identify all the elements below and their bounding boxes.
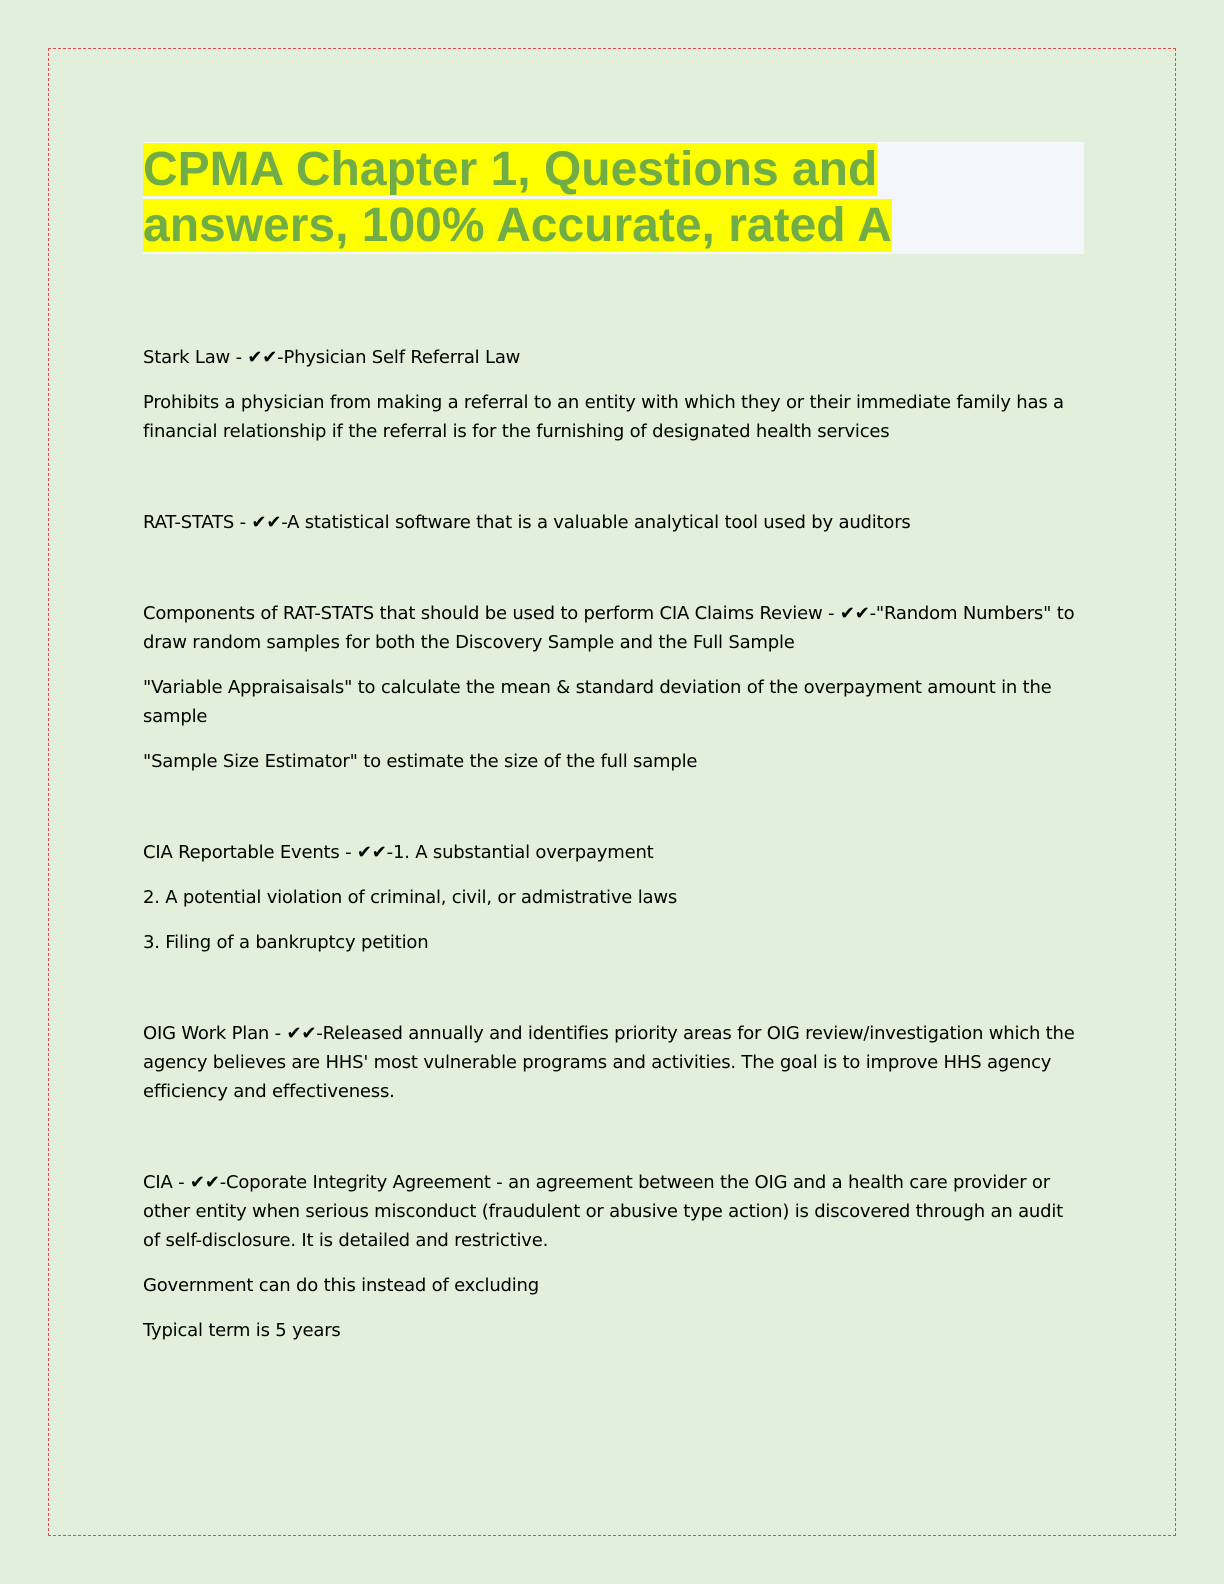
qa-entry bbox=[143, 599, 1084, 776]
checkmark-separator: - ✔✔- bbox=[234, 512, 288, 533]
qa-answer-paragraph: Typical term is 5 years bbox=[143, 1320, 341, 1341]
qa-question-line bbox=[143, 838, 1084, 867]
qa-question-line bbox=[143, 508, 1084, 537]
qa-question-line bbox=[143, 1168, 1084, 1255]
qa-answer: A statistical software that is a valuable analytical tool used by auditors bbox=[287, 512, 911, 533]
qa-term: CIA bbox=[143, 1172, 173, 1193]
checkmark-separator: - ✔✔- bbox=[269, 1023, 323, 1044]
qa-answer: "Random Numbers" to draw random samples for both the Discovery Sample and the Full Sample bbox=[143, 603, 1075, 653]
checkmark-separator: - ✔✔- bbox=[230, 347, 284, 368]
qa-answer-paragraph: 3. Filing of a bankruptcy petition bbox=[143, 932, 429, 953]
qa-answer-paragraph: 2. A potential violation of criminal, civil, or admistrative laws bbox=[143, 887, 678, 908]
qa-entry bbox=[143, 1168, 1084, 1345]
document-title bbox=[143, 142, 1084, 254]
title-box bbox=[143, 142, 1084, 254]
checkmark-separator: - ✔✔- bbox=[339, 842, 393, 863]
qa-entry bbox=[143, 508, 1084, 537]
qa-term: RAT-STATS bbox=[143, 512, 235, 533]
qa-entry bbox=[143, 1019, 1084, 1106]
qa-answer: Physician Self Referral Law bbox=[283, 347, 521, 368]
checkmark-separator: - ✔✔- bbox=[822, 603, 876, 624]
qa-answer-paragraph: Government can do this instead of excluding bbox=[143, 1275, 539, 1296]
qa-term: CIA Reportable Events bbox=[143, 842, 340, 863]
qa-answer-paragraph: "Sample Size Estimator" to estimate the size of the full sample bbox=[143, 751, 698, 772]
document-title-text: CPMA Chapter 1, Questions and answers, 100% Accurate, rated A bbox=[143, 143, 892, 252]
qa-answer-paragraph: "Variable Appraisaisals" to calculate the mean & standard deviation of the overpayment amount in the sample bbox=[143, 677, 1052, 727]
checkmark-separator: - ✔✔- bbox=[172, 1172, 226, 1193]
qa-entry bbox=[143, 343, 1084, 446]
qa-question-line bbox=[143, 1019, 1084, 1106]
qa-term: Components of RAT-STATS that should be used to perform CIA Claims Review bbox=[143, 603, 823, 624]
qa-answer: Released annually and identifies priority areas for OIG review/investigation which the agency believes are HHS' most vulnerable programs and activities. The goal is to improve HHS agency efficiency and effectiveness. bbox=[143, 1023, 1075, 1102]
qa-entry bbox=[143, 838, 1084, 957]
qa-term: OIG Work Plan bbox=[143, 1023, 270, 1044]
qa-question-line bbox=[143, 599, 1084, 657]
qa-list bbox=[143, 343, 1084, 1345]
qa-answer: 1. A substantial overpayment bbox=[392, 842, 654, 863]
qa-answer: Coporate Integrity Agreement - an agreement between the OIG and a health care provider or other entity when serious misconduct (fraudulent or abusive type action) is discovered through an audit of self-disclosure. It is detailed and restrictive. bbox=[143, 1172, 1063, 1251]
qa-answer-paragraph: Prohibits a physician from making a referral to an entity with which they or their immediate family has a financial relationship if the referral is for the furnishing of designated health services bbox=[143, 392, 1064, 442]
qa-question-line bbox=[143, 343, 1084, 372]
qa-term: Stark Law bbox=[143, 347, 231, 368]
